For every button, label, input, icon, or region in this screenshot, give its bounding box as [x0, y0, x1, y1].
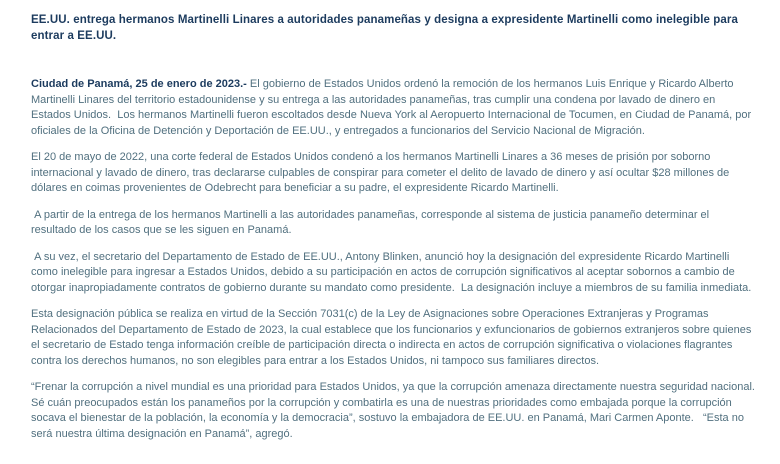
paragraph-justice-system: A partir de la entrega de los hermanos Martinelli a las autoridades panameñas, corresponde al sistema de justicia panameño determinar el resultado de los casos que se les siguen en Panamá.: [31, 208, 713, 236]
paragraph-designation: A su vez, el secretario del Departamento de Estado de EE.UU., Antony Blinken, anunció hoy la designación del expresidente Ricardo Martinelli como inelegible para ingresar a Estados Unidos, debido a su participación en actos de corrupción significativos al aceptar sobornos a cambio de otorgar inapropiadamente contratos de gobierno durante su mandato como presidente. La designación incluye a miembros de su familia inmediata.: [31, 250, 752, 294]
paragraph-sentencing: El 20 de mayo de 2022, una corte federal de Estados Unidos condenó a los hermanos Martinelli Linares a 36 meses de prisión por soborno internacional y lavado de dinero, tras declararse culpables de conspirar para cometer el delito de lavado de dinero y así ocultar $28 millones de dólares en coimas provenientes de Odebrecht para beneficiar a su padre, el expresidente Ricardo Martinelli.: [31, 151, 733, 194]
paragraph-ambassador-quote: “Frenar la corrupción a nivel mundial es una prioridad para Estados Unidos, ya que la corrupción amenaza directamente nuestra seguridad nacional. Sé cuán preocupados están los panameños por la corrupción y combatirla es una de nuestras prioridades como embajada porque la corrupción socava el bienestar de la población, la economía y la democracia”, sostuvo la embajadora de EE.UU. en Panamá, Mari Carmen Aponte. “Esta no será nuestra última designación en Panamá”, agregó.: [31, 381, 759, 440]
paragraph-legal-basis: Esta designación pública se realiza en virtud de la Sección 7031(c) de la Ley de Asignaciones sobre Operaciones Extranjeras y Programas Relacionados del Departamento de Estado de 2023, la cual establece que los funcionarios y exfuncionarios de gobiernos extranjeros sobre quienes el secretario de Estado tenga información creíble de participación directa o indirecta en actos de corrupción significativa o violaciones flagrantes contra los derechos humanos, no son elegibles para entrar a los Estados Unidos, ni tampoco sus familiares directos.: [31, 308, 755, 367]
paragraph-dateline: [31, 77, 756, 139]
paragraph-text: El gobierno de Estados Unidos ordenó la remoción de los hermanos Luis Enrique y Ricardo Alberto Martinelli Linares del territorio estadounidense y su entrega a las autoridades panameñas, tras cumplir una condena por lavado de dinero en Estados Unidos. Los hermanos Martinelli fueron escoltados desde Nueva York al Aeropuerto Internacional de Tocumen, en Ciudad de Panamá, por oficiales de la Oficina de Detención y Deportación de EE.UU., y entregados a funcionarios del Servicio Nacional de Migración.: [31, 78, 755, 137]
dateline: Ciudad de Panamá, 25 de enero de 2023.-: [31, 78, 247, 90]
article-title: EE.UU. entrega hermanos Martinelli Linares a autoridades panameñas y designa a expresidente Martinelli como inelegible para entrar a EE.UU.: [31, 14, 742, 42]
